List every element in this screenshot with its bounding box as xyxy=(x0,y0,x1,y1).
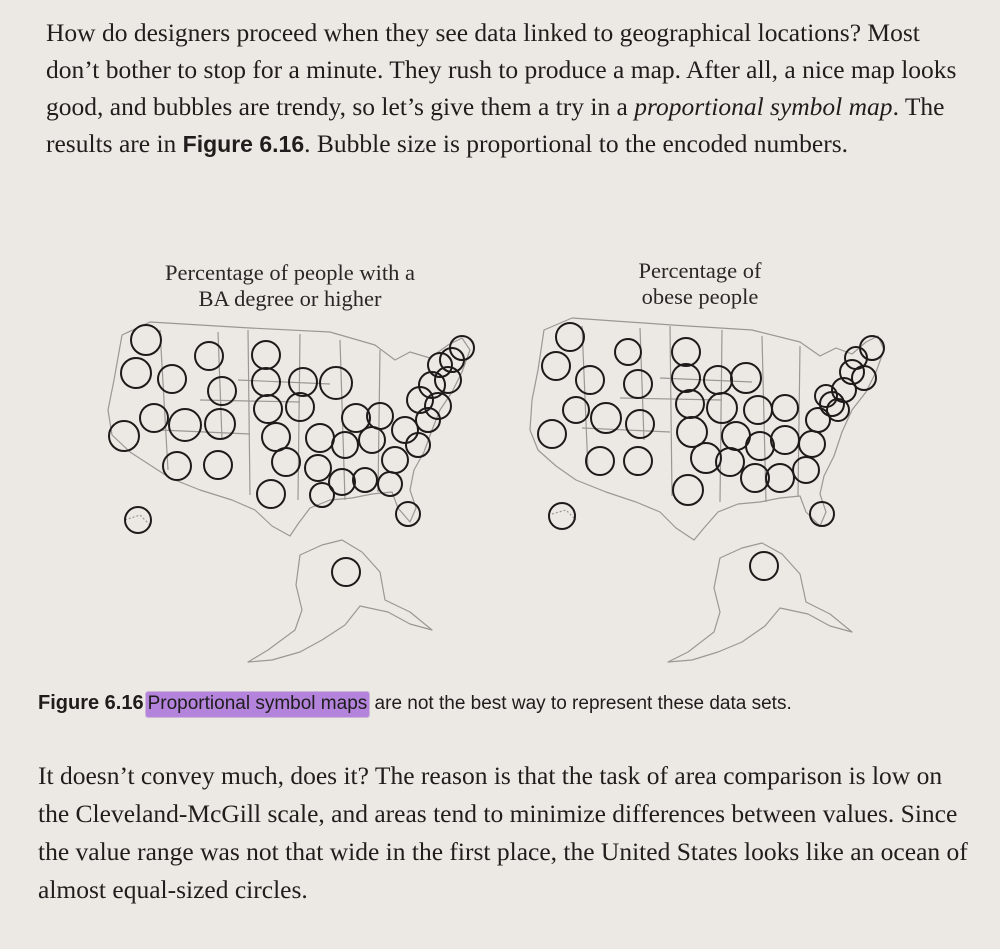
map-1-bubble xyxy=(262,423,290,451)
map-1-bubble xyxy=(353,468,377,492)
map-1-title-line2: BA degree or higher xyxy=(198,286,382,311)
highlighted-text: Proportional symbol maps xyxy=(146,692,370,717)
map-1-bubble xyxy=(272,448,300,476)
map-2-bubble xyxy=(771,426,799,454)
map-1-bubble xyxy=(306,424,334,452)
map-2-bubble xyxy=(772,395,798,421)
map-1-bubble xyxy=(205,409,235,439)
map-1-bubble xyxy=(121,358,151,388)
map-1-bubble xyxy=(329,469,355,495)
map-1-bubble xyxy=(252,341,280,369)
map-1-title-line1: Percentage of people with a xyxy=(165,260,415,285)
map-2-bubble xyxy=(799,431,825,457)
conclusion-paragraph: It doesn’t convey much, does it? The reason is that the task of area comparison is low on the Cleveland-McGill scale, and areas tend to minimize differences between values. Since the value range was not that wide in the first place, the United States looks like an ocean of almost equal-sized circles. xyxy=(38,761,968,904)
map-2-bubble xyxy=(672,364,700,392)
map-1-us-outline xyxy=(108,322,470,662)
map-1-bubble xyxy=(392,417,418,443)
map-1-bubble xyxy=(131,325,161,355)
map-2-bubble xyxy=(744,396,772,424)
intro-text-2: . The results are in xyxy=(46,92,945,158)
map-1-bubble xyxy=(140,404,168,432)
intro-italic-term: proportional symbol map xyxy=(634,92,893,121)
intro-text-3: . Bubble size is proportional to the encoded numbers. xyxy=(304,129,848,158)
map-1-bubble xyxy=(254,395,282,423)
figure-caption xyxy=(38,690,978,717)
map-2-bubble xyxy=(556,323,584,351)
map-1-bubble xyxy=(396,502,420,526)
map-1-bubble xyxy=(359,427,385,453)
map-2-bubble xyxy=(827,399,849,421)
intro-text-1: How do designers proceed when they see data linked to geographical locations? Most don’t bother to stop for a minute. They rush to produce a map. After all, a nice map looks good, and bubbles are trendy, so let’s give them a try in a xyxy=(46,18,957,121)
map-2-bubble xyxy=(766,464,794,492)
figure-label: Figure 6.16 xyxy=(38,692,144,714)
map-2-bubbles xyxy=(538,323,884,580)
map-1-bubble xyxy=(305,455,331,481)
map-1-bubble xyxy=(204,451,232,479)
map-1-bubble xyxy=(125,507,151,533)
map-2-bubble xyxy=(542,352,570,380)
figure-reference: Figure 6.16 xyxy=(182,131,305,157)
map-1-bubble xyxy=(332,432,358,458)
map-1-bubbles xyxy=(109,325,474,586)
map-2-us-outline xyxy=(530,318,884,662)
map-2-bubble xyxy=(624,447,652,475)
map-2-bubble xyxy=(576,366,604,394)
map-2-bubble xyxy=(793,457,819,483)
caption-rest: are not the best way to represent these data sets. xyxy=(369,693,792,714)
map-2-bubble xyxy=(676,390,704,418)
map-1-bubble xyxy=(320,367,352,399)
map-2-bubble xyxy=(750,552,778,580)
map-2-title-line1: Percentage of xyxy=(638,258,762,283)
map-1-bubble xyxy=(286,393,314,421)
map-2-bubble xyxy=(731,363,761,393)
map-1-bubble xyxy=(169,409,201,441)
map-2-title-line2: obese people xyxy=(641,284,759,309)
map-2-bubble xyxy=(624,370,652,398)
map-1-bubble xyxy=(382,447,408,473)
map-2-bubble xyxy=(586,447,614,475)
map-2-bubble xyxy=(746,432,774,460)
map-2-bubble xyxy=(672,338,700,366)
map-2-bubble xyxy=(741,464,769,492)
map-1-bubble xyxy=(332,558,360,586)
map-2-bubble xyxy=(538,420,566,448)
map-2-bubble xyxy=(673,475,703,505)
map-2-bubble xyxy=(549,503,575,529)
map-1-bubble xyxy=(257,480,285,508)
map-2-bubble xyxy=(615,339,641,365)
map-1-bubble xyxy=(367,403,393,429)
map-2-bubble xyxy=(707,393,737,423)
map-2-bubble xyxy=(626,410,654,438)
